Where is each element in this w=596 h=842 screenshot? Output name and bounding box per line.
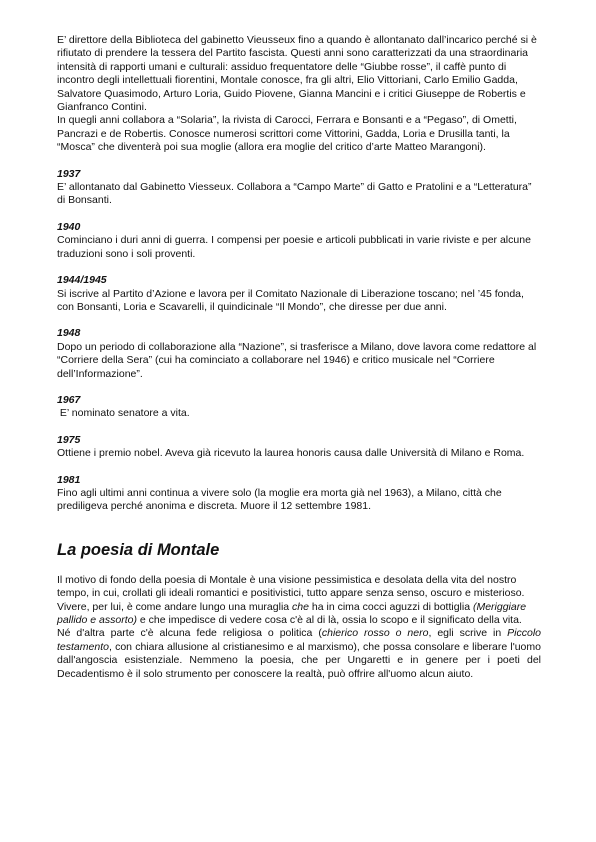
- poetry-paragraph-2: [57, 627, 541, 681]
- text-run: , con chiara allusione al cristianesimo e al marxismo), che possa consolare e liberare l'uomo dall'angoscia esistenziale. Nemmeno la poesia, che per Ungaretti e in genere per i poeti del Decadentismo è il solo strumento per conoscere la realtà, può offrire all'uomo alcun aiuto.: [57, 640, 541, 680]
- timeline-entry-1975: [57, 434, 541, 461]
- timeline-text: E’ allontanato dal Gabinetto Viesseux. Collabora a “Campo Marte” di Gatto e Pratolini e a “Letteratura” di Bonsanti.: [57, 181, 532, 207]
- timeline-text: Dopo un periodo di collaborazione alla “Nazione”, si trasferisce a Milano, dove lavora come redattore al “Corriere della Sera” (cui ha cominciato a collaborare nel 1946) e critico musicale nel “Corriere dell’Informazione”.: [57, 340, 537, 380]
- emphasis-text: che: [292, 600, 309, 613]
- emphasis-text: Piccolo testamento: [57, 627, 541, 653]
- poetry-paragraph-1: [57, 574, 541, 628]
- timeline-year: 1967: [57, 393, 81, 406]
- timeline-text: Fino agli ultimi anni continua a vivere solo (la moglie era morta già nel 1963), a Milano, città che prediligeva perché anonima e discreta. Muore il 12 settembre 1981.: [57, 486, 502, 513]
- timeline-year: 1948: [57, 327, 81, 340]
- section-heading: La poesia di Montale: [57, 540, 220, 559]
- timeline-entry-1948: [57, 327, 541, 381]
- timeline-entry-1967: [57, 394, 541, 421]
- timeline-year: 1937: [57, 167, 81, 180]
- text-run: Il motivo di fondo della poesia di Montale è una visione pessimistica e desolata della vita del nostro tempo, in cui, crollati gli ideali romantici e positivistici, tutto appare senza senso, oscuro e misterioso. Vivere, per lui, è come andare lungo una muraglia: [57, 573, 525, 613]
- intro-paragraph-2: In quegli anni collabora a “Solaria”, la rivista di Carocci, Ferrara e Bonsanti e a “Pegaso”, di Ometti, Pancrazi e de Robertis. Conosce numerosi scrittori come Vittorini, Gadda, Loria e Drusilla tanti, la “Mosca” che diventerà poi sua moglie (allora era moglie del critico d’arte Matteo Marangoni).: [57, 114, 517, 154]
- text-run: , egli scrive in: [428, 627, 508, 640]
- timeline-year: 1975: [57, 433, 81, 446]
- text-run: Né d'altra parte c'è alcuna fede religiosa o politica (: [57, 627, 322, 640]
- text-run: ha in cima cocci aguzzi di bottiglia: [308, 600, 473, 613]
- document-page: [57, 34, 541, 681]
- timeline-entry-1944-1945: [57, 274, 541, 314]
- timeline-year: 1940: [57, 220, 81, 233]
- intro-section: [57, 34, 541, 155]
- timeline-entry-1981: [57, 474, 541, 514]
- timeline-entry-1940: [57, 221, 541, 261]
- intro-paragraph-1: E’ direttore della Biblioteca del gabinetto Vieusseux fino a quando è allontanato dall’incarico perché si è rifiutato di prendere la tessera del Partito fascista. Questi anni sono caratterizzati da una straordinaria intensità di rapporti umani e culturali: assiduo frequentatore delle “Giubbe rosse”, il caffè punto di incontro degli intellettuali fiorentini, Montale conosce, fra gli altri, Elio Vittoriani, Carlo Emilio Gadda, Salvatore Quasimodo, Arturo Loria, Guido Piovene, Gianna Mancini e i critici Giuseppe de Robertis e Gianfranco Contini.: [57, 34, 537, 114]
- timeline-text: Cominciano i duri anni di guerra. I compensi per poesie e articoli pubblicati in varie riviste e per alcune traduzioni sono i soli proventi.: [57, 234, 531, 260]
- timeline-year: 1944/1945: [57, 274, 107, 287]
- timeline-text: E’ nominato senatore a vita.: [57, 407, 190, 420]
- timeline-year: 1981: [57, 473, 81, 486]
- timeline-text: Ottiene i premio nobel. Aveva già ricevuto la laurea honoris causa dalle Università di Milano e Roma.: [57, 447, 525, 460]
- emphasis-text: (Meriggiare pallido e assorto): [57, 600, 527, 626]
- emphasis-text: chierico rosso o nero: [321, 627, 429, 640]
- text-run: e che impedisce di vedere cosa c'è al di là, ossia lo scopo e il significato della vita.: [136, 614, 522, 626]
- timeline-text: Si iscrive al Partito d’Azione e lavora per il Comitato Nazionale di Liberazione toscano; nel ’45 fonda, con Bonsanti, Loria e Scavarelli, il quindicinale “Il Mondo”, che diresse per due anni.: [57, 287, 524, 313]
- timeline-entry-1937: [57, 168, 541, 208]
